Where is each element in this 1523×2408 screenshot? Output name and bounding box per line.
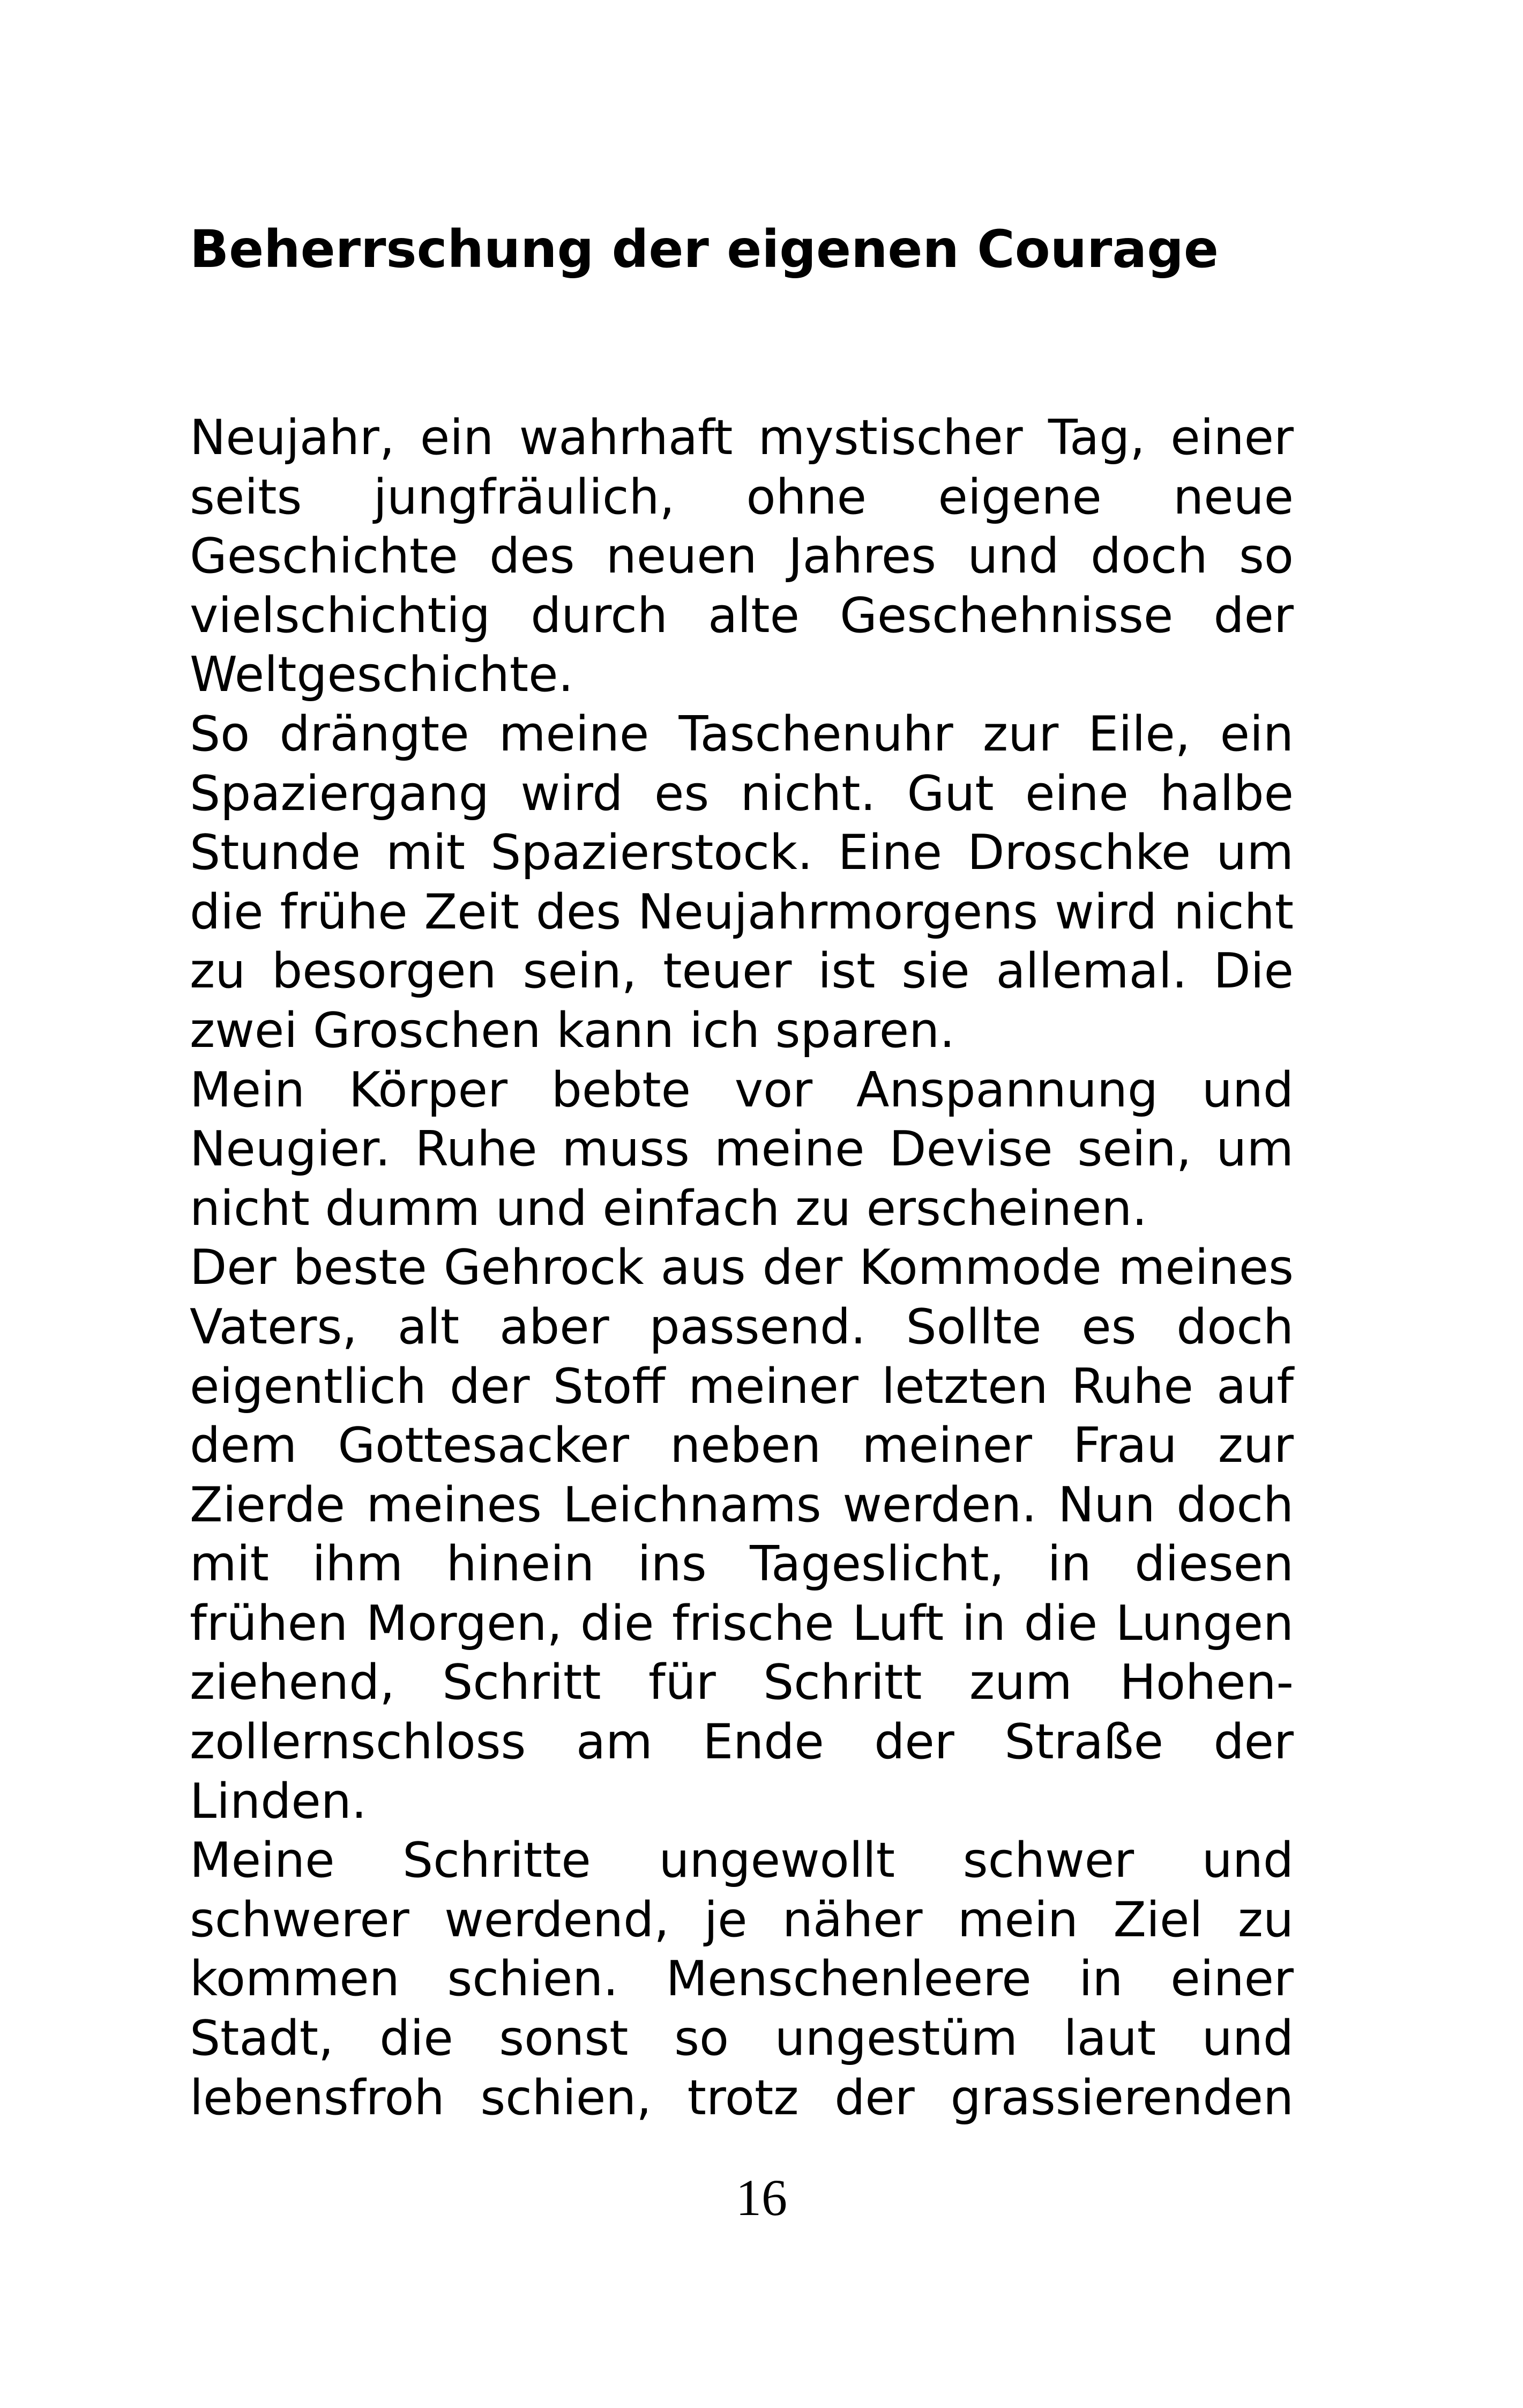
body-text bbox=[190, 408, 1294, 2128]
paragraph: Der beste Gehrock aus der Kommode meines Vaters, alt aber passend. Sollte es doch eigentlich der Stoff meiner letzten Ruhe auf dem Gottesacker neben meiner Frau zur Zierde meines Leichnams werden. Nun doch mit ihm hinein ins Tageslicht, in diesen frühen Morgen, die frische Luft in die Lungen ziehend, Schritt für Schritt zum Hohenzollernschloss am Ende der Straße der Linden. bbox=[190, 1239, 1294, 1830]
paragraph: So drängte meine Taschenuhr zur Eile, ein Spaziergang wird es nicht. Gut eine halbe Stunde mit Spazierstock. Eine Droschke um die frühe Zeit des Neujahrmorgens wird nicht zu besorgen sein, teuer ist sie allemal. Die zwei Groschen kann ich sparen. bbox=[190, 705, 1294, 1059]
paragraph: Neujahr, ein wahrhaft mystischer Tag, einer seits jungfräulich, ohne eigene neue Geschichte des neuen Jahres und doch so vielschichtig durch alte Geschehnisse der Weltgeschichte. bbox=[190, 410, 1294, 703]
page-number: 16 bbox=[736, 2169, 787, 2226]
chapter-heading: Beherrschung der eigenen Courage bbox=[190, 219, 1219, 279]
paragraph: Mein Körper bebte vor Anspannung und Neugier. Ruhe muss meine Devise sein, um nicht dumm und einfach zu erscheinen. bbox=[190, 1061, 1294, 1237]
paragraph: Meine Schritte ungewollt schwer und schwerer werdend, je näher mein Ziel zu kommen schien. Menschenleere in einer Stadt, die sonst so ungestüm laut und lebensfroh schien, trotz der grassierenden bbox=[190, 1832, 1294, 2126]
